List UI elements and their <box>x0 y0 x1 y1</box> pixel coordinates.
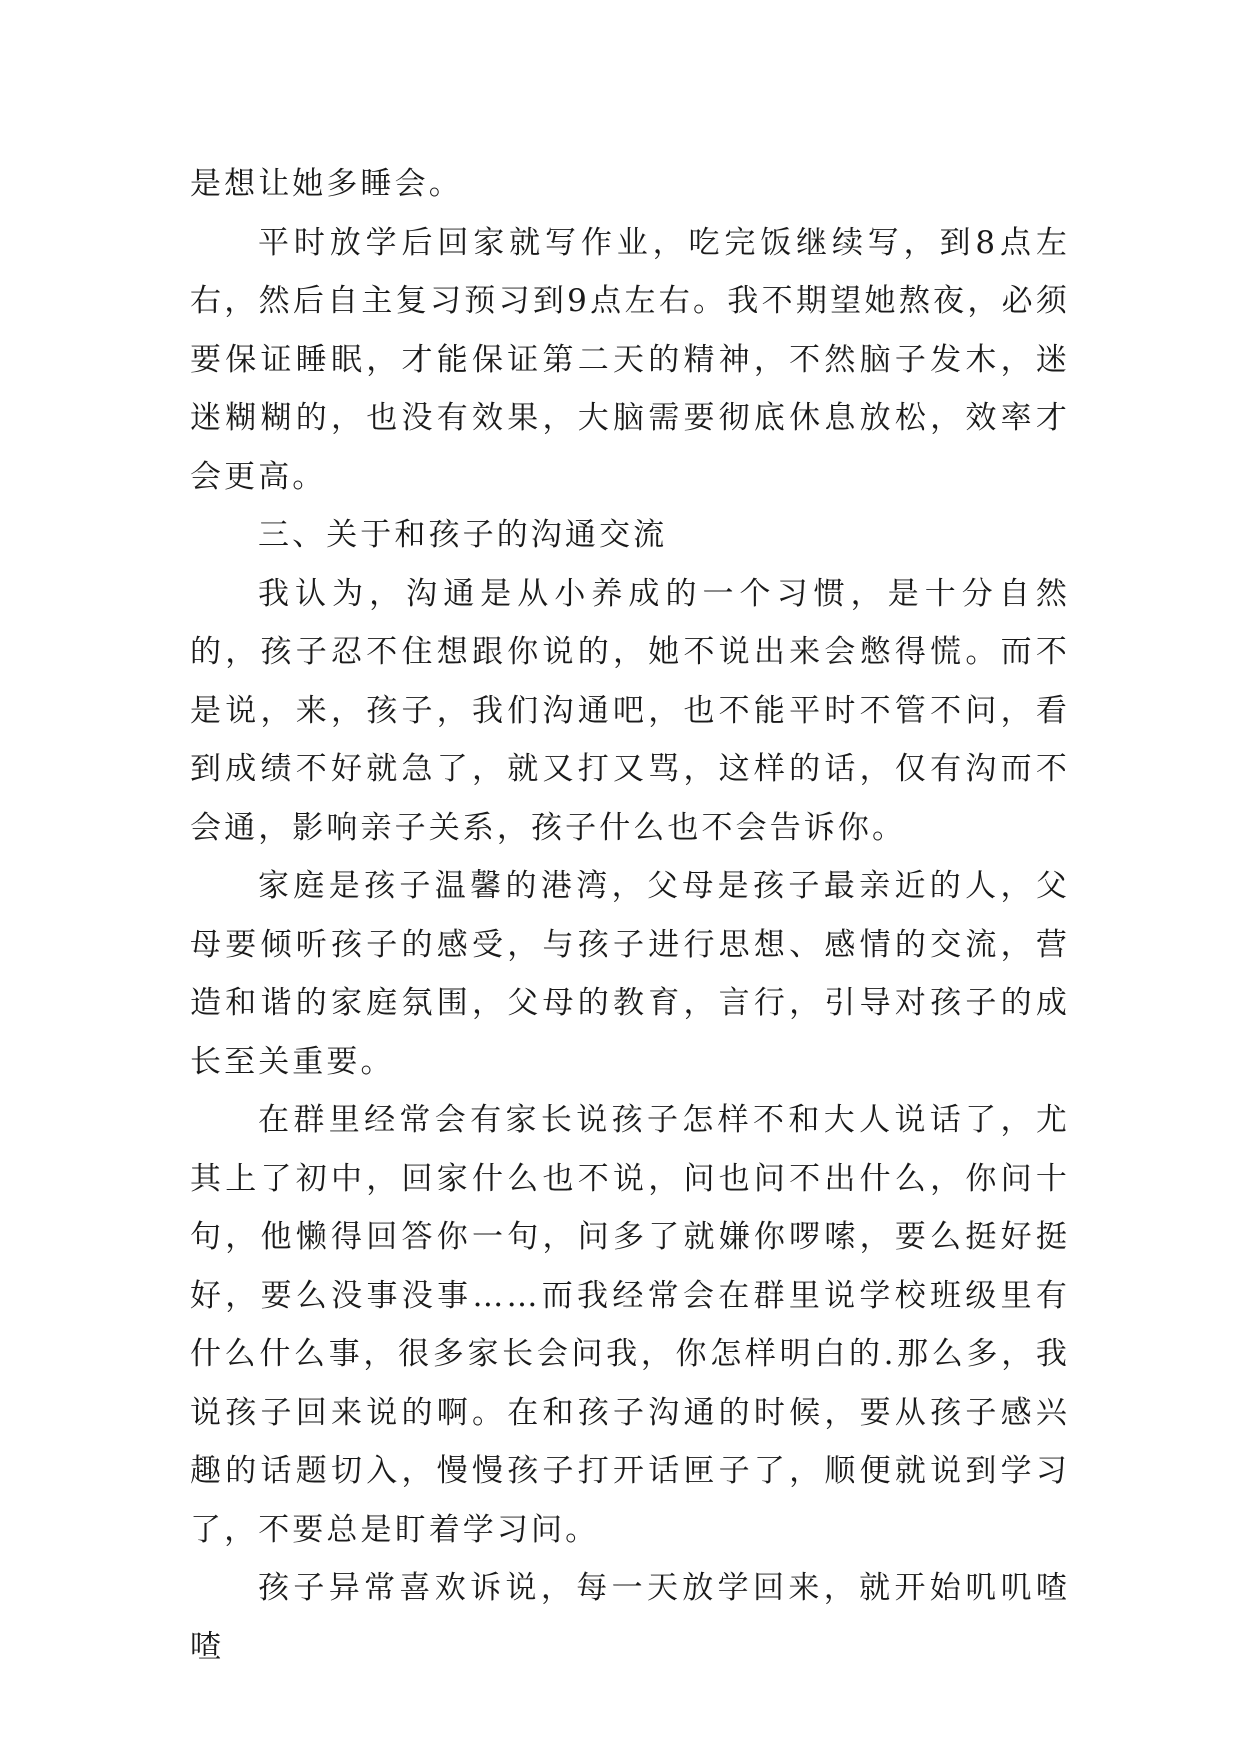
document-body <box>190 155 1070 1676</box>
paragraph-4: 家庭是孩子温馨的港湾，父母是孩子最亲近的人，父母要倾听孩子的感受，与孩子进行思想、感情的交流，营造和谐的家庭氛围，父母的教育，言行，引导对孩子的成长至关重要。 <box>190 868 1070 1080</box>
section-heading: 三、关于和孩子的沟通交流 <box>258 517 668 553</box>
paragraph-3: 我认为，沟通是从小养成的一个习惯，是十分自然的，孩子忍不住想跟你说的，她不说出来会憋得慌。而不是说，来，孩子，我们沟通吧，也不能平时不管不问，看到成绩不好就急了，就又打又骂，这样的话，仅有沟而不会通，影响亲子关系，孩子什么也不会告诉你。 <box>190 575 1070 846</box>
paragraph-1: 平时放学后回家就写作业，吃完饭继续写，到8点左右，然后自主复习预习到9点左右。我不期望她熬夜，必须要保证睡眠，才能保证第二天的精神，不然脑子发木，迷迷糊糊的，也没有效果，大脑需要彻底休息放松，效率才会更高。 <box>190 224 1070 495</box>
paragraph-5: 在群里经常会有家长说孩子怎样不和大人说话了，尤其上了初中，回家什么也不说，问也问不出什么，你问十句，他懒得回答你一句，问多了就嫌你啰嗦，要么挺好挺好，要么没事没事……而我经常会在群里说学校班级里有什么什么事，很多家长会问我，你怎样明白的.那么多，我说孩子回来说的啊。在和孩子沟通的时候，要从孩子感兴趣的话题切入，慢慢孩子打开话匣子了，顺便就说到学习了，不要总是盯着学习问。 <box>190 1102 1070 1548</box>
paragraph-6: 孩子异常喜欢诉说，每一天放学回来，就开始叽叽喳喳 <box>190 1570 1070 1665</box>
paragraph-0: 是想让她多睡会。 <box>190 166 463 202</box>
